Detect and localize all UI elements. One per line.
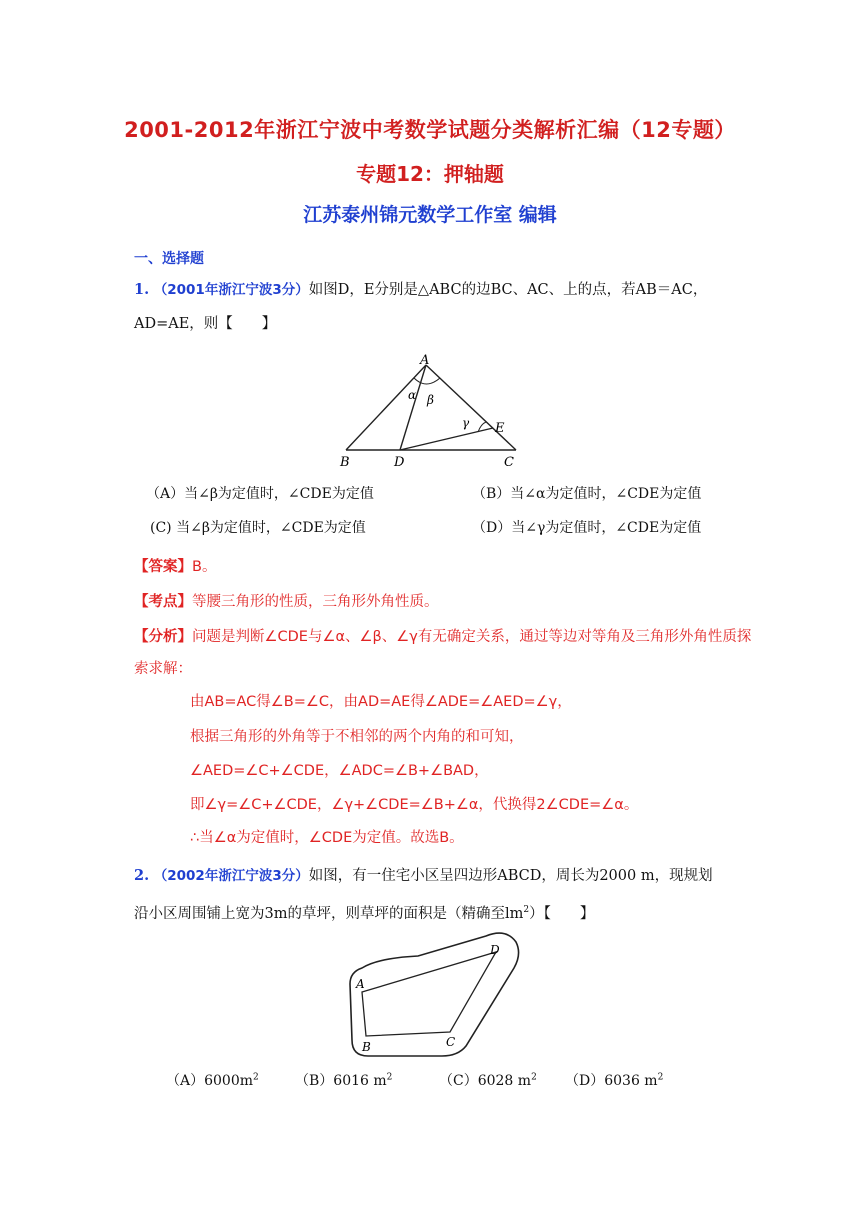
q1-solution-line: ∴当∠α为定值时，∠CDE为定值。故选B。 [190,830,464,846]
q2-label-c: C [446,1035,456,1049]
q1-label-d: D [394,455,405,470]
document-title: 2001-2012年浙江宁波中考数学试题分类解析汇编（12专题） [124,118,736,142]
q1-label-beta: β [427,393,434,407]
q2-quadrilateral-figure [338,928,528,1063]
q1-option-b: （B）当∠α为定值时，∠CDE为定值 [472,486,702,502]
q1-answer-tag: 【答案】 [134,559,192,575]
q1-option-d: （D）当∠γ为定值时，∠CDE为定值 [472,520,702,536]
q1-label-a: A [420,353,430,368]
q2-text-part: ）【 】 [529,905,595,922]
q1-analysis-tag: 【分析】 [134,629,192,645]
section-heading: 一、选择题 [134,251,204,267]
q2-option-c [439,1070,537,1090]
q2-label-a: A [356,977,365,991]
q1-answer [134,555,216,576]
q1-solution-line: 即∠γ=∠C+∠CDE，∠γ+∠CDE=∠B+∠α，代换得2∠CDE=∠α。 [190,797,639,813]
q2-text-line1 [134,866,713,886]
q1-triangle-figure [338,350,528,470]
q2-text-line2 [134,900,594,924]
q2-option-d-text: （D）6036 m [565,1073,658,1089]
q2-source: （2002年浙江宁波3分） [153,868,309,884]
q2-option-b-text: （B）6016 m [295,1073,387,1089]
q1-label-b: B [340,455,350,470]
q2-text-sup: 2 [523,905,530,915]
q2-option-sup: 2 [531,1072,537,1083]
q1-label-c: C [504,455,514,470]
q1-source: （2001年浙江宁波3分） [153,282,309,298]
q2-number: 2. [134,867,150,884]
q1-text-line2: AD=AE，则【 】 [134,316,277,332]
q1-point-tag: 【考点】 [134,594,192,610]
q1-solution-line: ∠AED=∠C+∠CDE，∠ADC=∠B+∠BAD， [190,763,489,779]
q2-option-d [565,1070,663,1090]
q1-analysis-line1: 问题是判断∠CDE与∠α、∠β、∠γ有无确定关系，通过等边对等角及三角形外角性质探 [192,629,752,645]
q1-solution-line: 由AB=AC得∠B=∠C，由AD=AE得∠ADE=∠AED=∠γ， [190,694,572,710]
q2-label-d: D [490,943,500,957]
document-editor: 江苏泰州锦元数学工作室 编辑 [303,204,557,226]
q1-analysis-line2: 索求解： [134,661,192,677]
q2-option-a [166,1070,259,1090]
q1-point-value: 等腰三角形的性质，三角形外角性质。 [192,594,439,610]
q1-solution-line: 根据三角形的外角等于不相邻的两个内角的和可知， [190,729,524,745]
q1-text-line1 [134,280,707,300]
q2-label-b: B [362,1040,371,1054]
q2-option-sup: 2 [657,1072,664,1083]
q2-option-sup: 2 [253,1072,259,1083]
q1-option-c: (C) 当∠β为定值时，∠CDE为定值 [150,520,366,536]
q1-label-gamma: γ [462,416,470,430]
q2-option-a-text: （A）6000m [166,1073,254,1089]
q2-text-part: 沿小区周围铺上宽为3m的草坪，则草坪的面积是（精确至lm [134,905,524,922]
document-subtitle: 专题12：押轴题 [356,162,504,186]
q1-label-alpha: α [408,388,417,402]
q2-option-b [295,1070,392,1090]
q1-point [134,590,439,611]
q1-option-a: （A）当∠β为定值时，∠CDE为定值 [146,486,374,502]
q1-text: 如图D，E分别是△ABC的边BC、AC、上的点，若AB＝AC， [308,282,708,298]
q1-number: 1. [134,281,150,298]
q1-answer-value: B。 [192,559,217,575]
q1-label-e: E [495,421,505,436]
q1-analysis [134,625,751,646]
q2-option-sup: 2 [386,1072,393,1083]
q2-text: 如图，有一住宅小区呈四边形ABCD，周长为2000 m，现规划 [308,868,713,884]
q2-option-c-text: （C）6028 m [439,1073,532,1089]
